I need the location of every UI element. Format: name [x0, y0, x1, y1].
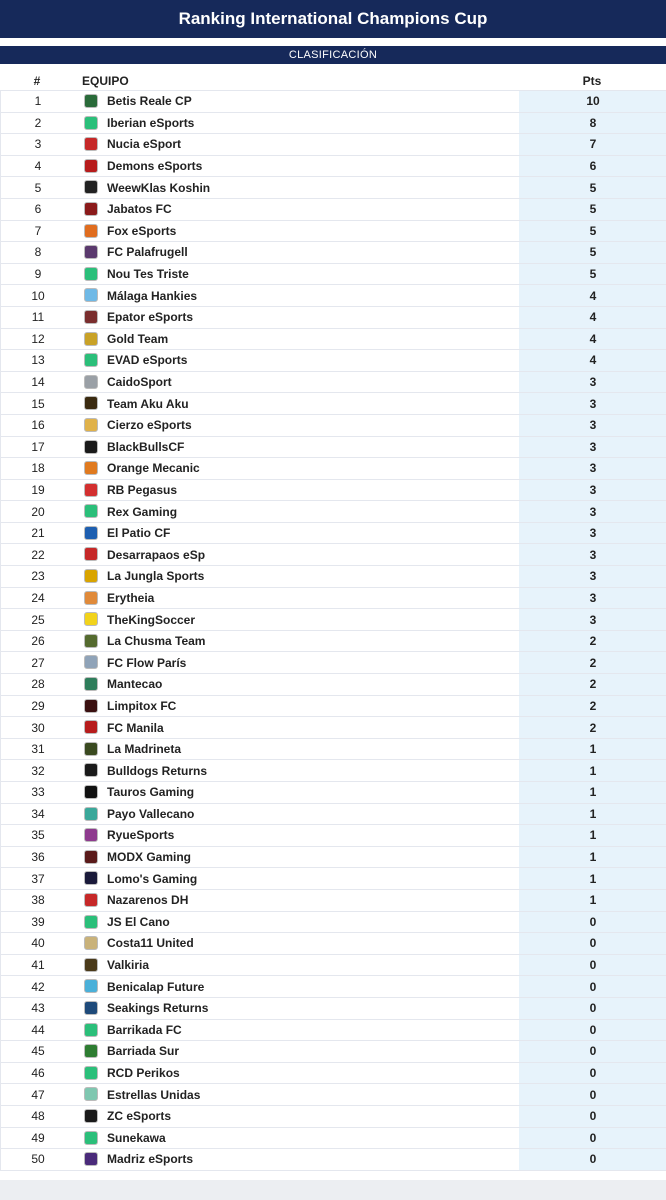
team-name[interactable]: Costa11 United: [107, 936, 194, 951]
points-cell: 1: [519, 868, 666, 889]
rank-cell: 46: [31, 1066, 45, 1081]
page-footer: [0, 1180, 666, 1200]
rank-cell: 40: [31, 936, 45, 951]
rank-cell: 10: [31, 288, 45, 303]
team-logo-icon: [84, 634, 98, 648]
team-logo-icon: [84, 224, 98, 238]
points-cell: 0: [519, 1063, 666, 1084]
team-logo-icon: [84, 807, 98, 821]
points-cell: 4: [519, 329, 666, 350]
team-name[interactable]: JS El Cano: [107, 914, 170, 929]
team-name[interactable]: BlackBullsCF: [107, 439, 185, 454]
points-cell: 0: [519, 976, 666, 997]
team-logo-icon: [84, 1023, 98, 1037]
team-name[interactable]: Tauros Gaming: [107, 785, 195, 800]
points-cell: 3: [519, 588, 666, 609]
points-cell: 1: [519, 825, 666, 846]
rank-cell: 49: [31, 1130, 45, 1145]
team-logo-icon: [84, 504, 98, 518]
team-name[interactable]: La Chusma Team: [107, 634, 206, 649]
rank-cell: 3: [34, 137, 42, 152]
team-name[interactable]: Sunekawa: [107, 1130, 166, 1145]
rank-cell: 41: [31, 958, 45, 973]
rank-cell: 14: [31, 375, 45, 390]
rank-cell: 48: [31, 1109, 45, 1124]
table-row[interactable]: [0, 329, 666, 351]
rank-cell: 6: [34, 202, 42, 217]
table-row[interactable]: [0, 544, 666, 566]
table-row[interactable]: [0, 1128, 666, 1150]
team-logo-icon: [84, 612, 98, 626]
table-row[interactable]: [0, 415, 666, 437]
points-cell: 3: [519, 480, 666, 501]
table-row[interactable]: [0, 90, 666, 113]
rank-cell: 36: [31, 850, 45, 865]
rank-cell: 7: [34, 223, 42, 238]
points-cell: 1: [519, 847, 666, 868]
team-logo-icon: [84, 915, 98, 929]
table-row[interactable]: [0, 307, 666, 329]
table-row[interactable]: [0, 847, 666, 869]
team-logo-icon: [84, 94, 98, 108]
rank-cell: 12: [31, 331, 45, 346]
team-name[interactable]: Fox eSports: [107, 223, 177, 238]
table-row[interactable]: [0, 739, 666, 761]
points-cell: 0: [519, 1128, 666, 1149]
points-cell: 3: [519, 372, 666, 393]
points-cell: 3: [519, 437, 666, 458]
table-row[interactable]: [0, 890, 666, 912]
team-name[interactable]: Nucia eSport: [107, 137, 182, 152]
table-row[interactable]: [0, 156, 666, 178]
team-name[interactable]: Madriz eSports: [107, 1152, 194, 1167]
rank-cell: 30: [31, 720, 45, 735]
page-title: Ranking International Champions Cup: [178, 9, 488, 28]
team-name[interactable]: Barrikada FC: [107, 1022, 182, 1037]
table-row[interactable]: [0, 264, 666, 286]
points-cell: 3: [519, 415, 666, 436]
rank-cell: 47: [31, 1087, 45, 1102]
rank-cell: 23: [31, 569, 45, 584]
rank-cell: 25: [31, 612, 45, 627]
table-row[interactable]: [0, 1041, 666, 1063]
points-cell: 5: [519, 177, 666, 198]
team-name[interactable]: La Madrineta: [107, 742, 182, 757]
team-logo-icon: [84, 418, 98, 432]
rank-cell: 13: [31, 353, 45, 368]
points-cell: 0: [519, 912, 666, 933]
points-cell: 8: [519, 113, 666, 134]
team-logo-icon: [84, 655, 98, 669]
team-name[interactable]: Bulldogs Returns: [107, 763, 208, 778]
rank-cell: 16: [31, 418, 45, 433]
team-name[interactable]: TheKingSoccer: [107, 612, 196, 627]
team-logo-icon: [84, 785, 98, 799]
team-name[interactable]: Jabatos FC: [107, 202, 172, 217]
team-name[interactable]: Estrellas Unidas: [107, 1087, 201, 1102]
team-name[interactable]: Nou Tes Triste: [107, 267, 189, 282]
team-logo-icon: [84, 591, 98, 605]
points-cell: 2: [519, 652, 666, 673]
table-row[interactable]: [0, 868, 666, 890]
team-logo-icon: [84, 332, 98, 346]
column-rank-header: #: [33, 74, 41, 88]
team-logo-icon: [84, 893, 98, 907]
team-logo-icon: [84, 159, 98, 173]
rank-cell: 18: [31, 461, 45, 476]
rank-cell: 45: [31, 1044, 45, 1059]
team-logo-icon: [84, 440, 98, 454]
team-name[interactable]: Erytheia: [107, 590, 155, 605]
column-header: [0, 72, 666, 90]
points-cell: 1: [519, 760, 666, 781]
rank-cell: 1: [34, 94, 42, 109]
rank-cell: 2: [34, 115, 42, 130]
points-cell: 0: [519, 1084, 666, 1105]
team-name[interactable]: FC Palafrugell: [107, 245, 188, 260]
points-cell: 2: [519, 696, 666, 717]
table-row[interactable]: [0, 760, 666, 782]
team-logo-icon: [84, 979, 98, 993]
team-logo-icon: [84, 245, 98, 259]
points-cell: 1: [519, 890, 666, 911]
team-logo-icon: [84, 1087, 98, 1101]
table-row[interactable]: [0, 393, 666, 415]
points-cell: 0: [519, 933, 666, 954]
team-logo-icon: [84, 1044, 98, 1058]
rank-cell: 27: [31, 655, 45, 670]
table-row[interactable]: [0, 1149, 666, 1171]
rank-cell: 26: [31, 634, 45, 649]
table-row[interactable]: [0, 912, 666, 934]
team-name[interactable]: ZC eSports: [107, 1109, 172, 1124]
section-bar: [0, 46, 666, 64]
table-row[interactable]: [0, 350, 666, 372]
team-logo-icon: [84, 1001, 98, 1015]
team-logo-icon: [84, 267, 98, 281]
team-logo-icon: [84, 1109, 98, 1123]
points-cell: 1: [519, 804, 666, 825]
team-name[interactable]: Gold Team: [107, 331, 169, 346]
team-logo-icon: [84, 396, 98, 410]
team-name[interactable]: RCD Perikos: [107, 1066, 180, 1081]
points-cell: 5: [519, 199, 666, 220]
table-row[interactable]: [0, 1063, 666, 1085]
rank-cell: 11: [31, 310, 45, 325]
team-name[interactable]: WeewKlas Koshin: [107, 180, 211, 195]
team-name[interactable]: FC Manila: [107, 720, 164, 735]
points-cell: 3: [519, 544, 666, 565]
team-name[interactable]: RB Pegasus: [107, 482, 178, 497]
rank-cell: 37: [31, 871, 45, 886]
table-row[interactable]: [0, 1084, 666, 1106]
team-logo-icon: [84, 720, 98, 734]
table-row[interactable]: [0, 652, 666, 674]
rank-cell: 21: [31, 526, 45, 541]
points-cell: 3: [519, 458, 666, 479]
team-name[interactable]: Rex Gaming: [107, 504, 178, 519]
column-points-header: Pts: [582, 74, 602, 88]
points-cell: 7: [519, 134, 666, 155]
points-cell: 0: [519, 955, 666, 976]
points-cell: 2: [519, 631, 666, 652]
team-name[interactable]: Mantecao: [107, 677, 163, 692]
table-row[interactable]: [0, 458, 666, 480]
points-cell: 3: [519, 566, 666, 587]
rank-cell: 34: [31, 806, 45, 821]
table-row[interactable]: [0, 480, 666, 502]
points-cell: 2: [519, 674, 666, 695]
team-name[interactable]: Iberian eSports: [107, 115, 195, 130]
team-logo-icon: [84, 116, 98, 130]
team-name[interactable]: El Patio CF: [107, 526, 171, 541]
team-logo-icon: [84, 699, 98, 713]
table-row[interactable]: [0, 976, 666, 998]
points-cell: 0: [519, 1149, 666, 1170]
rank-cell: 31: [31, 742, 45, 757]
table-row[interactable]: [0, 1106, 666, 1128]
team-name[interactable]: Team Aku Aku: [107, 396, 189, 411]
table-row[interactable]: [0, 501, 666, 523]
team-logo-icon: [84, 1066, 98, 1080]
rank-cell: 17: [31, 439, 45, 454]
rank-cell: 43: [31, 1001, 45, 1016]
points-cell: 0: [519, 1041, 666, 1062]
points-cell: 0: [519, 998, 666, 1019]
points-cell: 3: [519, 393, 666, 414]
rank-cell: 4: [34, 159, 42, 174]
table-row[interactable]: [0, 825, 666, 847]
team-logo-icon: [84, 871, 98, 885]
table-row[interactable]: [0, 113, 666, 135]
team-name[interactable]: Benicalap Future: [107, 979, 205, 994]
team-logo-icon: [84, 353, 98, 367]
points-cell: 4: [519, 307, 666, 328]
rank-cell: 24: [31, 590, 45, 605]
team-logo-icon: [84, 1152, 98, 1166]
team-logo-icon: [84, 850, 98, 864]
rank-cell: 38: [31, 893, 45, 908]
points-cell: 10: [519, 91, 666, 112]
team-logo-icon: [84, 569, 98, 583]
points-cell: 1: [519, 782, 666, 803]
points-cell: 3: [519, 609, 666, 630]
table-row[interactable]: [0, 782, 666, 804]
team-name[interactable]: Barriada Sur: [107, 1044, 180, 1059]
team-name[interactable]: Desarrapaos eSp: [107, 547, 206, 562]
points-cell: 6: [519, 156, 666, 177]
team-logo-icon: [84, 547, 98, 561]
rank-cell: 5: [34, 180, 42, 195]
points-cell: 0: [519, 1020, 666, 1041]
table-row[interactable]: [0, 696, 666, 718]
team-name[interactable]: Lomo's Gaming: [107, 871, 198, 886]
team-logo-icon: [84, 202, 98, 216]
team-logo-icon: [84, 483, 98, 497]
points-cell: 5: [519, 221, 666, 242]
team-name[interactable]: Demons eSports: [107, 159, 203, 174]
team-name[interactable]: EVAD eSports: [107, 353, 188, 368]
rank-cell: 42: [31, 979, 45, 994]
team-name[interactable]: Limpitox FC: [107, 698, 177, 713]
points-cell: 5: [519, 242, 666, 263]
team-name[interactable]: Orange Mecanic: [107, 461, 200, 476]
team-name[interactable]: Payo Vallecano: [107, 806, 195, 821]
points-cell: 2: [519, 717, 666, 738]
team-logo-icon: [84, 137, 98, 151]
team-logo-icon: [84, 180, 98, 194]
team-name[interactable]: MODX Gaming: [107, 850, 192, 865]
rank-cell: 35: [31, 828, 45, 843]
team-name[interactable]: RyueSports: [107, 828, 175, 843]
team-logo-icon: [84, 288, 98, 302]
table-row[interactable]: [0, 804, 666, 826]
team-name[interactable]: Seakings Returns: [107, 1001, 209, 1016]
table-row[interactable]: [0, 134, 666, 156]
team-logo-icon: [84, 461, 98, 475]
points-cell: 1: [519, 739, 666, 760]
page-header: [0, 0, 666, 38]
rank-cell: 33: [31, 785, 45, 800]
team-name[interactable]: Epator eSports: [107, 310, 194, 325]
team-name[interactable]: Málaga Hankies: [107, 288, 198, 303]
team-name[interactable]: Nazarenos DH: [107, 893, 189, 908]
rank-cell: 28: [31, 677, 45, 692]
table-row[interactable]: [0, 285, 666, 307]
rank-cell: 29: [31, 698, 45, 713]
section-title: CLASIFICACIÓN: [288, 49, 378, 61]
team-name[interactable]: FC Flow París: [107, 655, 187, 670]
table-row[interactable]: [0, 933, 666, 955]
rank-cell: 19: [31, 482, 45, 497]
table-row[interactable]: [0, 955, 666, 977]
team-name[interactable]: Valkiria: [107, 958, 150, 973]
team-logo-icon: [84, 1131, 98, 1145]
table-row[interactable]: [0, 221, 666, 243]
team-logo-icon: [84, 936, 98, 950]
table-row[interactable]: [0, 998, 666, 1020]
team-logo-icon: [84, 375, 98, 389]
rank-cell: 9: [34, 267, 42, 282]
table-row[interactable]: [0, 566, 666, 588]
team-logo-icon: [84, 958, 98, 972]
team-logo-icon: [84, 763, 98, 777]
table-row[interactable]: [0, 437, 666, 459]
rank-cell: 15: [31, 396, 45, 411]
points-cell: 3: [519, 523, 666, 544]
table-row[interactable]: [0, 609, 666, 631]
table-row[interactable]: [0, 1020, 666, 1042]
rank-cell: 44: [31, 1022, 45, 1037]
rank-cell: 32: [31, 763, 45, 778]
rank-cell: 39: [31, 914, 45, 929]
table-row[interactable]: [0, 631, 666, 653]
rank-cell: 50: [31, 1152, 45, 1167]
team-logo-icon: [84, 742, 98, 756]
team-name[interactable]: CaidoSport: [107, 375, 172, 390]
table-row[interactable]: [0, 523, 666, 545]
team-logo-icon: [84, 828, 98, 842]
points-cell: 0: [519, 1106, 666, 1127]
rank-cell: 20: [31, 504, 45, 519]
rank-cell: 22: [31, 547, 45, 562]
table-row[interactable]: [0, 717, 666, 739]
table-row[interactable]: [0, 588, 666, 610]
points-cell: 4: [519, 285, 666, 306]
team-logo-icon: [84, 310, 98, 324]
table-row[interactable]: [0, 242, 666, 264]
team-name[interactable]: La Jungla Sports: [107, 569, 205, 584]
table-row[interactable]: [0, 372, 666, 394]
table-row[interactable]: [0, 177, 666, 199]
team-name[interactable]: Betis Reale CP: [107, 94, 192, 109]
points-cell: 5: [519, 264, 666, 285]
standings-table: [0, 90, 666, 1171]
table-row[interactable]: [0, 674, 666, 696]
table-row[interactable]: [0, 199, 666, 221]
rank-cell: 8: [34, 245, 42, 260]
team-logo-icon: [84, 526, 98, 540]
team-name[interactable]: Cierzo eSports: [107, 418, 192, 433]
points-cell: 3: [519, 501, 666, 522]
column-team-header: EQUIPO: [82, 74, 129, 88]
points-cell: 4: [519, 350, 666, 371]
team-logo-icon: [84, 677, 98, 691]
